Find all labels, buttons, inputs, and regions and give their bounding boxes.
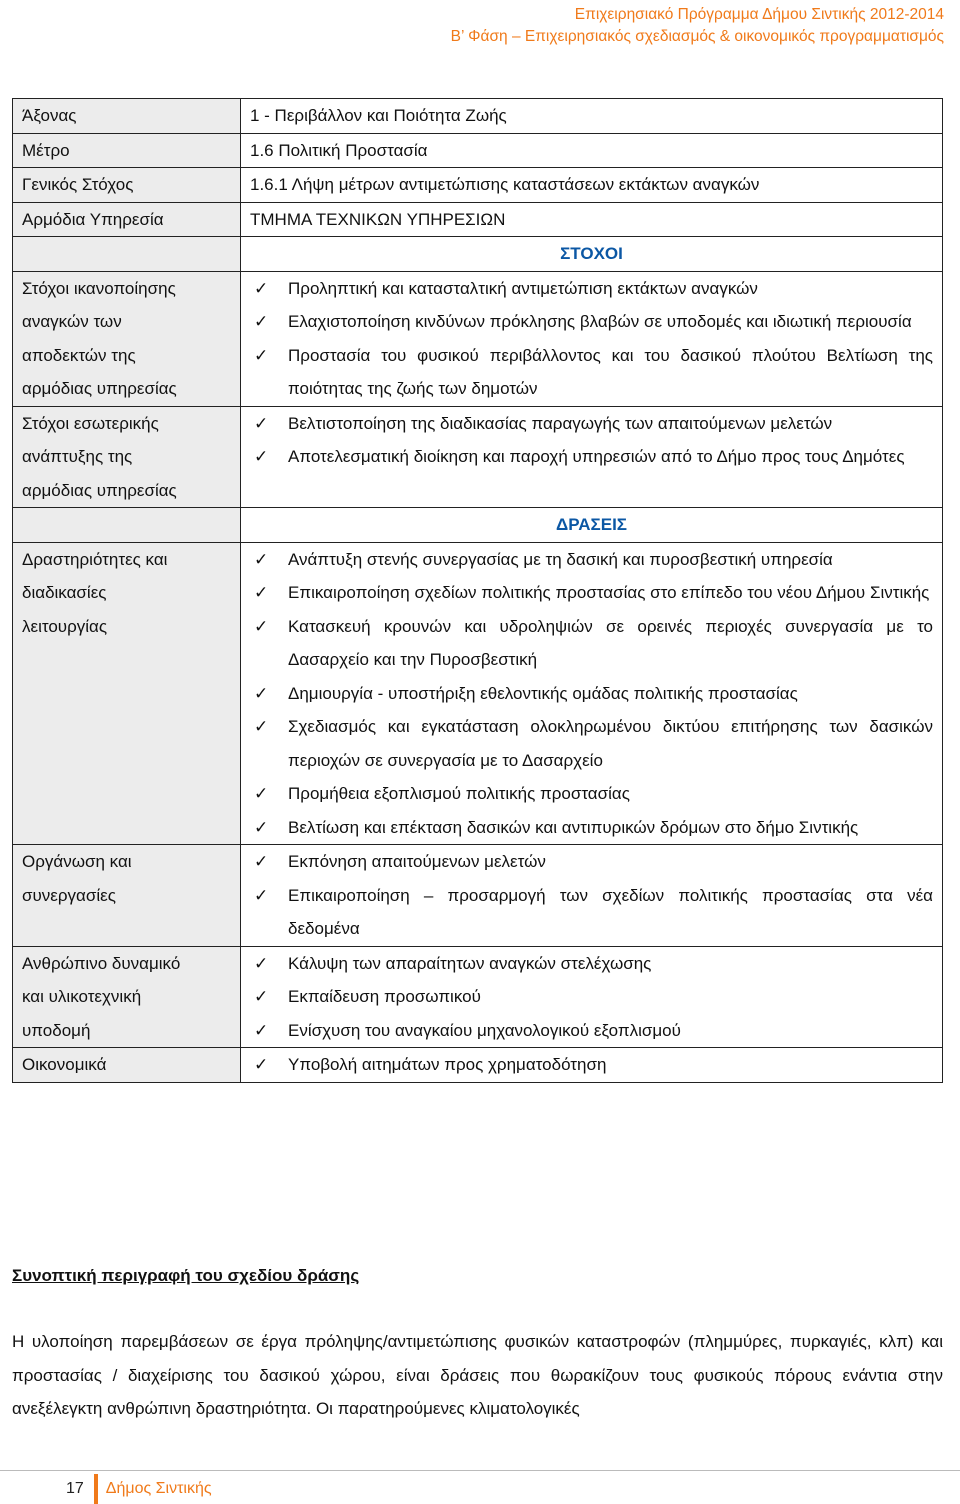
- label-line: αρμόδιας υπηρεσίας: [22, 480, 177, 500]
- goal-label: Γενικός Στόχος: [13, 168, 241, 203]
- table-row: [13, 406, 943, 508]
- list-item-text: Εκπαίδευση προσωπικού: [288, 987, 481, 1006]
- label-line: ανάπτυξης της: [22, 447, 133, 466]
- list-item-text: Ανάπτυξη στενής συνεργασίας με τη δασική και πυροσβεστική υπηρεσία: [288, 549, 833, 569]
- label-line: Στόχοι εσωτερικής: [22, 413, 159, 433]
- check-mark-icon: ✓: [254, 683, 269, 703]
- list-item-text: Υποβολή αιτημάτων προς χρηματοδότηση: [288, 1055, 607, 1074]
- activities-label: [13, 542, 241, 845]
- actions-header: ΔΡΑΣΕΙΣ: [241, 508, 943, 543]
- summary-paragraph: Η υλοποίηση παρεμβάσεων σε έργα πρόληψης/αντιμετώπισης φυσικών καταστροφών (πλημμύρες, πυρκαγιές, κλπ) και προστασίας / διαχείρισης του δασικού χώρου, είναι δράσεις που θωρακίζουν τους φυσικούς πόρους ενάντια στην ανεξέλεγκτη ανθρώπινη δραστηριότητα. Οι παρατηρούμενες κλιματολογικές: [12, 1332, 943, 1418]
- check-mark-icon: ✓: [254, 987, 269, 1006]
- list-item-text: Σχεδιασμός και εγκατάσταση ολοκληρωμένου δικτύου επιτήρησης των δασικών περιοχών σε συνεργασία με το Δασαρχείο: [288, 717, 933, 770]
- human-items: [241, 946, 943, 1048]
- label-line: Ανθρώπινο δυναμικό: [22, 953, 181, 973]
- check-mark-icon: ✓: [254, 953, 269, 973]
- check-mark-icon: ✓: [254, 549, 269, 569]
- header-subtitle: Β’ Φάση – Επιχειρησιακός σχεδιασμός & οικονομικός προγραμματισμός: [450, 28, 944, 45]
- list-item: [250, 610, 933, 677]
- list-item-text: Επικαιροποίηση σχεδίων πολιτικής προστασίας στο επίπεδο του νέου Δήμου Σιντικής: [288, 583, 930, 602]
- check-mark-icon: ✓: [254, 345, 269, 365]
- list-item: [250, 879, 933, 946]
- table-row: [13, 202, 943, 237]
- table-row: [13, 168, 943, 203]
- list-item-text: Κάλυψη των απαραίτητων αναγκών στελέχωσης: [288, 953, 652, 973]
- needs-items: [241, 271, 943, 406]
- list-item: [250, 811, 933, 845]
- label-line: Οργάνωση και: [22, 852, 132, 871]
- label-line: συνεργασίες: [22, 885, 116, 905]
- label-line: Δραστηριότητες και: [22, 549, 168, 569]
- table-row: [13, 508, 943, 543]
- footer-accent-bar: [94, 1474, 98, 1504]
- action-plan-table: [12, 98, 943, 1083]
- check-mark-icon: ✓: [254, 312, 269, 331]
- goal-value: 1.6.1 Λήψη μέτρων αντιμετώπισης καταστάσεων εκτάκτων αναγκών: [241, 168, 943, 203]
- check-mark-icon: ✓: [254, 817, 269, 837]
- list-item-text: Προστασία του φυσικού περιβάλλοντος και του δασικού πλούτου Βελτίωση της ποιότητας της ζωής των δημοτών: [288, 345, 933, 398]
- axis-value: 1 - Περιβάλλον και Ποιότητα Ζωής: [241, 99, 943, 134]
- org-label: [13, 845, 241, 947]
- finance-items: [241, 1048, 943, 1083]
- check-mark-icon: ✓: [254, 278, 269, 298]
- targets-header: ΣΤΟΧΟΙ: [241, 237, 943, 272]
- list-item: [250, 1014, 933, 1048]
- human-label: [13, 946, 241, 1048]
- service-value: ΤΜΗΜΑ ΤΕΧΝΙΚΩΝ ΥΠΗΡΕΣΙΩΝ: [241, 202, 943, 237]
- list-item: [250, 440, 933, 474]
- org-items: [241, 845, 943, 947]
- check-mark-icon: ✓: [254, 447, 269, 466]
- empty-label-cell: [13, 508, 241, 543]
- label-line: αρμόδιας υπηρεσίας: [22, 379, 177, 398]
- check-mark-icon: ✓: [254, 885, 269, 905]
- table-row: [13, 271, 943, 406]
- list-item-text: Κατασκευή κρουνών και υδροληψιών σε ορεινές περιοχές συνεργασία με το Δασαρχείο και την Πυροσβεστική: [288, 616, 933, 669]
- list-item: [250, 272, 933, 306]
- list-item: [250, 677, 933, 711]
- list-item: [250, 845, 933, 879]
- list-item: [250, 543, 933, 577]
- activities-items: [241, 542, 943, 845]
- list-item: [250, 980, 933, 1014]
- check-mark-icon: ✓: [254, 413, 269, 433]
- list-item: [250, 576, 933, 610]
- footer-organization: Δήμος Σιντικής: [105, 1480, 212, 1497]
- table-row: [13, 99, 943, 134]
- label-line: λειτουργίας: [22, 616, 108, 636]
- finance-label: Οικονομικά: [13, 1048, 241, 1083]
- list-item-text: Βελτίωση και επέκταση δασικών και αντιπυρικών δρόμων στο δήμο Σιντικής: [288, 817, 859, 837]
- list-item: [250, 305, 933, 339]
- list-item-text: Προμήθεια εξοπλισμού πολιτικής προστασίας: [288, 784, 630, 803]
- table-row: [13, 946, 943, 1048]
- list-item: [250, 947, 933, 981]
- check-mark-icon: ✓: [254, 852, 269, 871]
- summary-title: Συνοπτική περιγραφή του σχεδίου δράσης: [12, 1266, 360, 1285]
- list-item: [250, 710, 933, 777]
- check-mark-icon: ✓: [254, 717, 269, 736]
- table-row: [13, 237, 943, 272]
- label-line: αναγκών των: [22, 312, 122, 331]
- list-item: [250, 1048, 933, 1082]
- label-line: διαδικασίες: [22, 583, 107, 602]
- table-row: [13, 133, 943, 168]
- axis-label: Άξονας: [13, 99, 241, 134]
- list-item: [250, 339, 933, 406]
- list-item: [250, 407, 933, 441]
- list-item-text: Αποτελεσματική διοίκηση και παροχή υπηρεσιών από το Δήμο προς τους Δημότες: [288, 447, 905, 466]
- label-line: αποδεκτών της: [22, 345, 136, 365]
- document-header: [451, 4, 944, 48]
- check-mark-icon: ✓: [254, 1055, 269, 1074]
- table-row: [13, 542, 943, 845]
- service-label: Αρμόδια Υπηρεσία: [13, 202, 241, 237]
- list-item: [250, 777, 933, 811]
- list-item-text: Επικαιροποίηση – προσαρμογή των σχεδίων πολιτικής προστασίας στα νέα δεδομένα: [288, 885, 933, 938]
- label-line: Στόχοι ικανοποίησης: [22, 278, 176, 298]
- list-item-text: Ενίσχυση του αναγκαίου μηχανολογικού εξοπλισμού: [288, 1020, 681, 1040]
- check-mark-icon: ✓: [254, 1020, 269, 1040]
- measure-label: Μέτρο: [13, 133, 241, 168]
- label-line: και υλικοτεχνική: [22, 987, 142, 1006]
- internal-items: [241, 406, 943, 508]
- empty-label-cell: [13, 237, 241, 272]
- table-row: [13, 1048, 943, 1083]
- footer-divider: [0, 1470, 960, 1471]
- check-mark-icon: ✓: [254, 616, 269, 636]
- internal-label: [13, 406, 241, 508]
- page-footer: [66, 1474, 212, 1504]
- table-row: [13, 845, 943, 947]
- measure-value: 1.6 Πολιτική Προστασία: [241, 133, 943, 168]
- check-mark-icon: ✓: [254, 583, 269, 602]
- list-item-text: Ελαχιστοποίηση κινδύνων πρόκλησης βλαβών σε υποδομές και ιδιωτική περιουσία: [288, 312, 912, 331]
- page-number: 17: [66, 1480, 84, 1497]
- label-line: υποδομή: [22, 1020, 91, 1040]
- list-item-text: Προληπτική και κατασταλτική αντιμετώπιση εκτάκτων αναγκών: [288, 278, 758, 298]
- list-item-text: Εκπόνηση απαιτούμενων μελετών: [288, 852, 546, 871]
- list-item-text: Δημιουργία - υποστήριξη εθελοντικής ομάδας πολιτικής προστασίας: [288, 683, 798, 703]
- list-item-text: Βελτιστοποίηση της διαδικασίας παραγωγής των απαιτούμενων μελετών: [288, 413, 833, 433]
- check-mark-icon: ✓: [254, 784, 269, 803]
- header-title: Επιχειρησιακό Πρόγραμμα Δήμου Σιντικής 2012-2014: [574, 6, 944, 23]
- needs-label: [13, 271, 241, 406]
